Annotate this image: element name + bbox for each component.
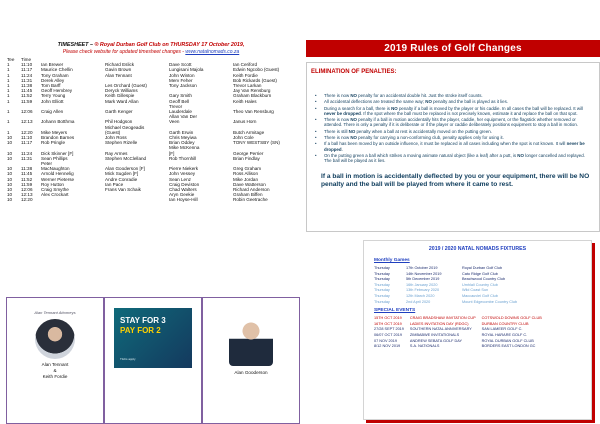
player-cell: John Winton xyxy=(169,72,195,78)
tee-cell: 10 xyxy=(7,197,13,203)
player-cell: Rob Thornhill xyxy=(169,155,197,161)
event-date: 8/12 NOV 2019 xyxy=(374,344,401,349)
tee-cell: 1 xyxy=(7,62,10,68)
player-cell: [F] xyxy=(169,150,175,156)
time-cell: 12:13 xyxy=(21,192,33,198)
rule-item: • There is now NO penalty if a ball in motion accidentally hits the player, caddie, her equipment, or the flagstick whether removed or attended. There is only a penalty if it is deliberate or if the player or caddie deliberately positions equipment to stop a ball in motion. xyxy=(315,117,591,128)
player-cell: Chris Meyiwa xyxy=(169,135,197,141)
time-cell: 11:31 xyxy=(21,77,33,83)
player-cell: Derek Alley xyxy=(41,77,65,83)
player-cell: Craig Deviston xyxy=(169,181,200,187)
event-name: ZIMBABWE INVITATIONALS xyxy=(409,332,460,337)
event-venue: BORDERS EAST LONDON GC xyxy=(481,344,536,349)
player-cell: Ian Pace xyxy=(105,181,124,187)
player-cell: Sean Phillips xyxy=(41,155,68,161)
event-date: 16TH OCT 2019 xyxy=(374,321,402,326)
timesheet xyxy=(6,42,296,203)
player-cell: Les Orchard (Guest) xyxy=(105,83,147,89)
fixture-venue: Cato Ridge Golf Club xyxy=(462,271,498,276)
tee-cell: 10 xyxy=(7,187,13,193)
rule-item: • There is still NO penalty when a ball at rest is accidentally moved on the putting green. xyxy=(315,129,591,134)
player-cell: Stephen McClelland xyxy=(105,155,147,161)
event-date: 15TH OCT 2019 xyxy=(374,316,402,321)
player-cell: Mike McKenna xyxy=(169,145,200,151)
fixtures-panel xyxy=(363,240,592,420)
event-name: ANDREW SEBATA GOLF DAY xyxy=(409,338,463,343)
timesheet-table xyxy=(6,57,296,203)
time-cell: 11:45 xyxy=(21,88,33,94)
fixture-venue: Maccauvlei Golf Club xyxy=(462,293,498,298)
player-cell: Roy Hutton xyxy=(41,181,64,187)
stay-pay-banner xyxy=(114,308,192,368)
time-cell: 11:59 xyxy=(21,98,33,104)
stay-line: STAY FOR 3 xyxy=(120,316,166,325)
time-cell: 11:24 xyxy=(21,150,33,156)
player-cell: Richard Eslick xyxy=(105,62,135,68)
player-cell: Alan Gooderson [F] xyxy=(105,166,145,172)
rule-item: • During a search for a ball, there is NO penalty if a ball is moved by the player or his caddie. In all cases the ball will be replaced. It will never be dropped. If the spot where the ball must be replaced is not precisely known, estimate it and replace the ball on that spot. xyxy=(315,106,591,117)
player-cell: Deryck Williams xyxy=(105,88,138,94)
player-cell: TONY WESTSBY (SN) xyxy=(233,140,280,146)
player-cell: Sean Lenz xyxy=(169,176,191,182)
player-cell: Lungisani Majola xyxy=(169,67,204,73)
sponsor-ampersand: & xyxy=(53,368,57,373)
player-cell: Trevor Larkan xyxy=(233,83,262,89)
player-cell: Brian Findlay xyxy=(233,155,260,161)
tee-cell: 10 xyxy=(7,192,13,198)
time-cell: 12:13 xyxy=(21,119,33,125)
tee-cell: 1 xyxy=(7,77,10,83)
tee-cell: 10 xyxy=(7,176,13,182)
player-cell: Mike Jordan xyxy=(233,176,259,182)
player-cell: Mark Ward Allan xyxy=(105,98,139,104)
player-cell: Peter xyxy=(41,161,52,167)
time-cell: 11:10 xyxy=(21,135,33,141)
fixture-venue: Umhlali Country Club xyxy=(462,282,498,287)
player-cell: Trevor xyxy=(169,103,183,109)
rules-summary: If a ball in motion is accidentally deflected by you or your equipment, there will be NO penalty and the ball will be played from where it came to rest. xyxy=(321,172,590,188)
time-cell: 11:17 xyxy=(21,67,33,73)
time-cell: 11:52 xyxy=(21,176,33,182)
tee-cell: 10 xyxy=(7,155,13,161)
time-cell: 12:06 xyxy=(21,187,33,193)
player-cell: Allan Van Der xyxy=(169,114,198,120)
website-link[interactable]: www.natalnomads.co.za xyxy=(185,49,240,55)
player-cell: Tony Graham xyxy=(41,72,69,78)
fine-print: T&Cs apply xyxy=(120,357,136,361)
fixture-date: 2nd April 2020 xyxy=(406,299,431,304)
player-cell: Theo Van Rensburg xyxy=(233,109,274,115)
player-cell: Craig Smythe xyxy=(41,187,69,193)
special-events-table xyxy=(374,316,548,350)
player-cell: Edwin Ngcobo (Guest) xyxy=(233,67,280,73)
time-cell: 11:52 xyxy=(21,93,33,99)
tee-cell: 1 xyxy=(7,129,10,135)
fixture-date: 17th October 2019 xyxy=(406,266,438,270)
tee-cell: 10 xyxy=(7,135,13,141)
rules-heading: ELIMINATION OF PENALTIES: xyxy=(311,69,397,75)
time-cell: 11:31 xyxy=(21,155,33,161)
player-cell: Mike Meyers xyxy=(41,129,68,135)
player-cell: Merv Feher xyxy=(169,77,193,83)
tee-cell: 1 xyxy=(7,67,10,73)
tee-cell: 1 xyxy=(7,88,10,94)
player-cell: John Cole xyxy=(233,135,254,141)
fixture-venue: Mount Edgecombe Country Club xyxy=(462,299,518,304)
time-cell: 11:38 xyxy=(21,166,33,172)
tee-cell: 1 xyxy=(7,98,10,104)
monthly-game-row xyxy=(374,300,523,306)
event-name: LADIES INVITATION DAY (RDGC) xyxy=(409,321,469,326)
event-date: 07 NOV 2019 xyxy=(374,338,398,343)
player-cell: Gavin Brown xyxy=(105,67,132,73)
monthly-games-label: Monthly Games xyxy=(374,258,410,263)
time-cell: 11:59 xyxy=(21,181,33,187)
player-cell: Bob Rickards (Guest) xyxy=(233,77,277,83)
rule-item: • All accidental deflections are treated the same way; NO penalty and the ball is played as it lies. xyxy=(315,99,591,104)
fixture-day: Thursday xyxy=(374,266,390,270)
header-tee: Tee xyxy=(7,57,15,62)
sponsor-tennant-fordie xyxy=(6,297,104,424)
timesheet-title xyxy=(6,42,296,48)
sponsor-names xyxy=(7,362,103,380)
player-cell: (Guest) xyxy=(105,129,121,135)
player-cell: Jay Van Rensburg xyxy=(233,88,271,94)
tee-cell: 10 xyxy=(7,166,13,172)
player-cell: John Ross xyxy=(105,135,127,141)
player-cell: Stephen Rizelle xyxy=(105,140,138,146)
fixture-day: Thursday xyxy=(374,288,390,293)
fixture-date: 14th November 2019 xyxy=(406,271,442,276)
player-cell: Tom Barff xyxy=(41,83,61,89)
player-cell: Andre Conradie xyxy=(105,176,138,182)
fixture-date: 12th March 2020 xyxy=(406,293,435,298)
player-cell: Aryn Geekie xyxy=(169,192,195,198)
tee-cell: 1 xyxy=(7,72,10,78)
event-date: 27/28 SEPT 2019 xyxy=(374,327,404,332)
player-cell: Dave Scott xyxy=(169,62,192,68)
sponsor-portrait xyxy=(229,316,273,366)
special-event-row xyxy=(374,344,548,350)
fixtures-title: 2019 / 2020 NATAL NOMADS FIXTURES xyxy=(428,246,527,252)
player-cell: Dave Watterson xyxy=(233,181,266,187)
player-cell: Pierre Niekerk xyxy=(169,166,199,172)
player-cell: Graham Biffen xyxy=(233,192,263,198)
player-cell: Greg Graham xyxy=(233,166,262,172)
event-name: CRAIG BRADSHAW INVITATION CUP xyxy=(409,316,476,321)
tee-cell: 1 xyxy=(7,119,10,125)
tee-cell: 10 xyxy=(7,181,13,187)
tee-cell: 1 xyxy=(7,83,10,89)
player-cell: Alex Crockart xyxy=(41,192,69,198)
event-venue: SAN LAMEER GOLF C. xyxy=(481,327,523,332)
event-venue: ROYAL DURBAN GOLF CLUB xyxy=(481,338,534,343)
rule-item: • On the putting green a ball which strikes a moving animate natural object (like a leaf) after a putt, is NO longer cancelled and replayed. The ball will be played as it lies. xyxy=(315,153,591,164)
player-cell: Lauderdale xyxy=(169,109,192,115)
player-cell: Robin Geetrache xyxy=(233,197,268,203)
player-cell: MacNaughton xyxy=(41,166,70,172)
player-cell: Brandon Barnes xyxy=(41,135,75,141)
sponsor-logo-text: Alan Tennant Attorneys xyxy=(34,310,76,315)
player-cell: Ross Allison xyxy=(233,171,259,177)
event-venue: ROYAL HARARE GOLF C. xyxy=(481,332,528,337)
player-cell: Alan Tennant xyxy=(105,72,132,78)
fixture-venue: Beachwood Country Club xyxy=(462,277,506,282)
time-cell: 11:38 xyxy=(21,83,33,89)
player-cell: Tony Jackson xyxy=(169,83,197,89)
player-cell: Ian Ceriford xyxy=(233,62,258,68)
player-cell: Frans Van Schaik xyxy=(105,187,141,193)
time-cell: 12:20 xyxy=(21,197,33,203)
rules-list xyxy=(311,93,591,164)
fixture-date: 5th December 2019 xyxy=(406,277,440,282)
player-cell: Maurice Chellin xyxy=(41,67,73,73)
fixture-day: Thursday xyxy=(374,282,390,287)
player-cell: Geoff Bell xyxy=(169,98,190,104)
time-cell: 11:10 xyxy=(21,62,33,68)
fixture-day: Thursday xyxy=(374,277,390,282)
player-cell: Michael Geogeadis xyxy=(105,124,145,130)
time-cell: 12:20 xyxy=(21,129,33,135)
player-cell: Janus Horn xyxy=(233,119,257,125)
player-cell: Brian Oddey xyxy=(169,140,195,146)
player-cell: Craig Allen xyxy=(41,109,64,115)
tee-cell: 1 xyxy=(7,93,10,99)
time-cell: 11:45 xyxy=(21,171,33,177)
timesheet-subtitle xyxy=(6,49,296,55)
fixture-day: Thursday xyxy=(374,299,390,304)
sponsor-stay-pay-ad xyxy=(104,297,202,424)
fixture-day: Thursday xyxy=(374,293,390,298)
player-cell: Dick Skinner [F] xyxy=(41,150,74,156)
player-cell: Keith Fordie xyxy=(233,72,258,78)
time-cell: 11:24 xyxy=(21,72,33,78)
sponsor-photo xyxy=(35,319,75,359)
rules-box xyxy=(306,62,600,232)
fixture-date: 16th January 2020 xyxy=(406,282,438,287)
rules-banner: 2019 Rules of Golf Changes xyxy=(306,40,600,57)
time-cell: 12:06 xyxy=(21,109,33,115)
player-cell: Garth Kenger xyxy=(105,109,133,115)
pay-line: PAY FOR 2 xyxy=(120,326,161,335)
tee-cell: 10 xyxy=(7,140,13,146)
rule-item: • There is now NO penalty for an accidental double hit. Just the stroke itself counts. xyxy=(315,93,591,98)
header-time: Time xyxy=(21,57,32,62)
rule-item: • There is now NO penalty for carrying a non-conforming club, penalty applies only for using it. xyxy=(315,135,591,140)
player-cell: Ray Armes xyxy=(105,150,128,156)
player-cell: Ian Brewer xyxy=(41,62,64,68)
event-venue: DURBAN COUNTRY CLUB xyxy=(481,321,529,326)
player-cell xyxy=(40,197,104,202)
sponsor-gooderson xyxy=(202,297,300,424)
event-name: S.A. NATIONALS xyxy=(409,344,440,349)
player-cell: Geoff Hembrey xyxy=(41,88,73,94)
timesheet-title-venue: ® Royal Durban Golf Club on THURSDAY 17 October 2019, xyxy=(94,42,245,48)
timesheet-title-prefix: TIMESHEET – xyxy=(57,42,95,48)
special-events-label: SPECIAL EVENTS xyxy=(374,308,416,314)
player-cell: Terry Young xyxy=(41,93,66,99)
player-cell: Gary Smith xyxy=(169,93,192,99)
fixture-date: 13th February 2020 xyxy=(406,288,440,293)
special-event-row xyxy=(374,316,548,322)
player-cell: Chad Walters xyxy=(169,187,197,193)
player-cell: Richard Anderson xyxy=(233,187,270,193)
event-name: SOUTHERN NATAL ANNIVERSARY xyxy=(409,327,472,332)
player-cell: Graham Blackburn xyxy=(233,93,272,99)
timesheet-subtitle-text: Please check website for updated timesheet changes - xyxy=(62,49,186,55)
player-cell: Johann Botthma xyxy=(41,119,75,125)
player-cell: John Vessey xyxy=(169,171,196,177)
sponsor-name: Alan Gooderson xyxy=(234,370,268,375)
player-cell: Keith Gillespie xyxy=(105,93,135,99)
player-cell: Veen xyxy=(169,119,180,125)
tee-cell: 1 xyxy=(7,109,10,115)
time-cell: 11:17 xyxy=(21,140,33,146)
player-cell: Rob Pringle xyxy=(41,140,66,146)
player-cell: Phil Hodgson xyxy=(105,119,133,125)
player-cell: Mick Sugden [F] xyxy=(105,171,139,177)
player-cell: Butch Armitage xyxy=(233,129,265,135)
player-cell: George Perrier xyxy=(233,150,264,156)
event-date: 06/07 OCT 2019 xyxy=(374,332,403,337)
fixture-venue: Royal Durban Golf Club xyxy=(462,266,503,270)
rule-item: • If a ball has been moved by an outside influence, it must be replaced in all cases including when the spot is not known. It will never be dropped. xyxy=(315,141,591,152)
fixture-day: Thursday xyxy=(374,271,390,276)
sponsor-name-1: Alan Tennant xyxy=(41,362,69,367)
player-cell: John Elliott xyxy=(41,98,64,104)
tee-cell: 10 xyxy=(7,150,13,156)
player-cell: Keith Hales xyxy=(233,98,257,104)
fixture-venue: Wild Coast Sun xyxy=(462,288,489,293)
player-cell: Arnold Hennelig xyxy=(41,171,74,177)
player-cell: Werner Pieterse xyxy=(41,176,75,182)
timesheet-row xyxy=(6,197,296,202)
sponsor-name-2: Keith Fordie xyxy=(42,374,68,379)
monthly-games-table xyxy=(374,266,523,305)
event-venue: COTSWOLD DOWNS GOLF CLUB xyxy=(481,316,542,321)
player-cell: Ian Hoyse-Hill xyxy=(169,197,198,203)
tee-cell: 10 xyxy=(7,171,13,177)
player-cell xyxy=(104,197,168,202)
player-cell: Garth Erwin xyxy=(169,129,194,135)
